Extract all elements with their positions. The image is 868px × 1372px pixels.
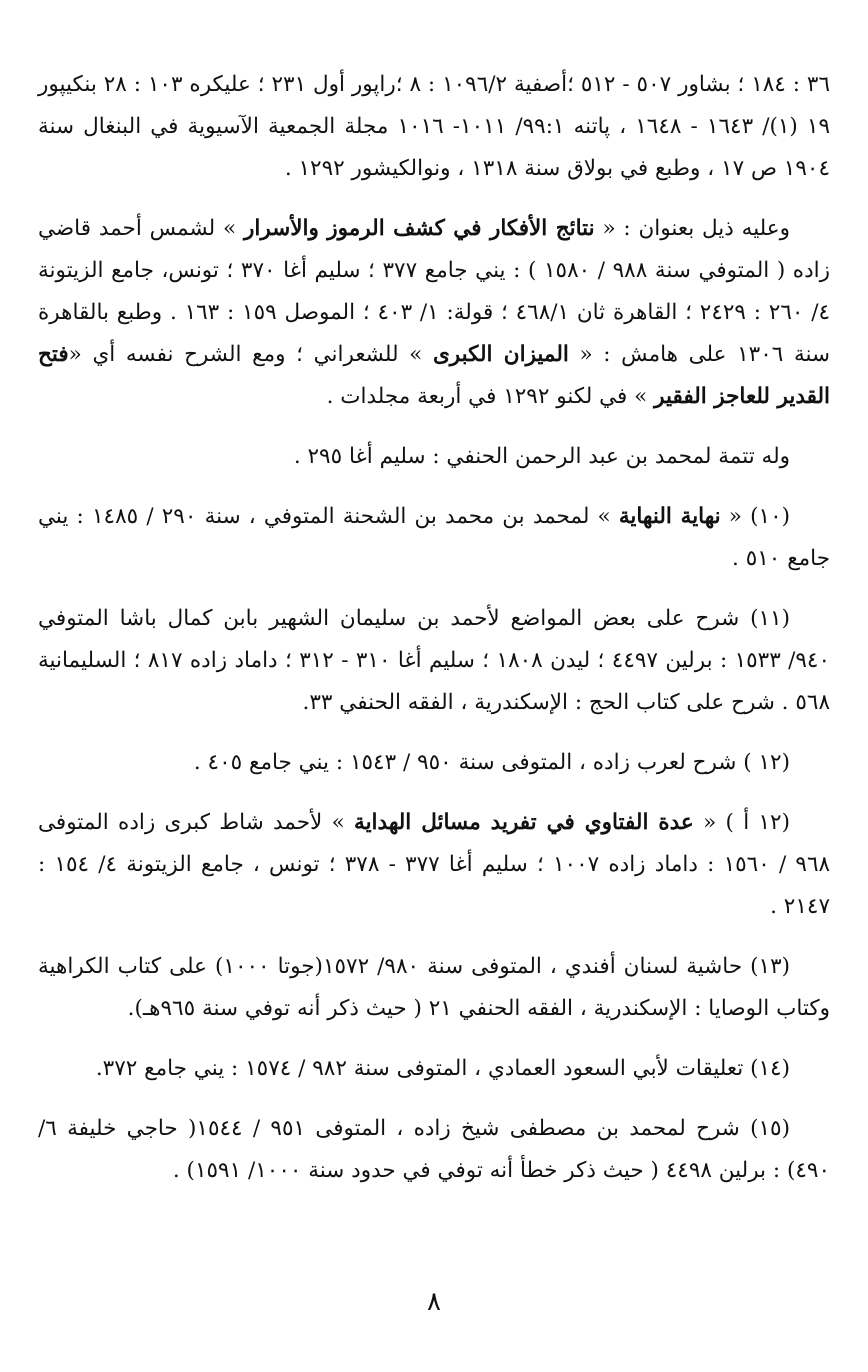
- book-title: عدة الفتاوي في تفريد مسائل الهداية: [354, 810, 694, 835]
- paragraph-text: » لأحمد شاط كبرى زاده المتوفى ٩٦٨ / ١٥٦٠ : داماد زاده ١٠٠٧ ؛ سليم أغا ٣٧٧ - ٣٧٨ ؛ تونس ، جامع الزيتونة ٤/ ١٥٤ : ٢١٤٧ .: [38, 810, 831, 919]
- paragraph-text: » لشمس أحمد قاضي زاده ( المتوفي سنة ٩٨٨ / ١٥٨٠ ) : يني جامع ٣٧٧ ؛ سليم أغا ٣٧٠ ؛ تونس، جامع الزيتونة ٤/ ٢٦٠ : ٢٤٢٩ ؛ القاهرة ثان ٤٦٨/١ ؛ قولة: ١/ ٤٠٣ ؛ الموصل ١٥٩ : ١٦٣ . وطبع بالقاهرة سنة ١٣٠٦ على هامش : «: [38, 216, 831, 367]
- paragraph-text: (١١) شرح على بعض المواضع لأحمد بن سليمان الشهير بابن كمال باشا المتوفي ٩٤٠/ ١٥٣٣ : برلين ٤٤٩٧ ؛ ليدن ١٨٠٨ ؛ سليم أغا ٣١٠ - ٣١٢ ؛ داماد زاده ٨١٧ ؛ السليمانية ٥٦٨ . شرح على كتاب الحج : الإسكندرية ، الفقه الحنفي ٣٣.: [38, 606, 831, 715]
- paragraph-text: » لمحمد بن محمد بن الشحنة المتوفي ، سنة ٢٩٠ / ١٤٨٥ : يني جامع ٥١٠ .: [38, 504, 830, 571]
- book-title: نتائج الأفكار في كشف الرموز والأسرار: [243, 216, 595, 241]
- paragraph-p10: [38, 1108, 830, 1192]
- paragraph-text: » في لكنو ١٢٩٢ في أربعة مجلدات .: [326, 384, 655, 409]
- paragraph-text: ٣٦ : ١٨٤ ؛ بشاور ٥٠٧ - ٥١٢ ؛أصفية ١٠٩٦/٢ : ٨ ؛راپور أول ٢٣١ ؛ عليكره ١٠٣ : ٢٨ بنكيپور ١٩ (١)/ ١٦٤٣ - ١٦٤٨ ، پاتنه ٩٩:١/ ١٠١١- ١٠١٦ مجلة الجمعية الآسيوية في البنغال سنة ١٩٠٤ ص ١٧ ، وطبع في بولاق سنة ١٣١٨ ، ونوالكيشور ١٢٩٢ .: [38, 72, 831, 181]
- page-number: ٨: [427, 1287, 441, 1317]
- paragraph-text: (١٢ أ ) «: [693, 810, 790, 835]
- document-page: [38, 64, 830, 1210]
- paragraph-text: (١٠) «: [720, 504, 791, 529]
- paragraph-text: وله تتمة لمحمد بن عبد الرحمن الحنفي : سليم أغا ٢٩٥ .: [293, 444, 790, 469]
- paragraph-p8: [38, 946, 830, 1030]
- paragraph-text: (١٥) شرح لمحمد بن مصطفى شيخ زاده ، المتوفى ٩٥١ / ١٥٤٤( حاجي خليفة ٦/ ٤٩٠) : برلين ٤٤٩٨ ( حيث ذكر خطأ أنه توفي في حدود سنة ١٠٠٠/ ١٥٩١) .: [38, 1116, 830, 1183]
- paragraph-p5: [38, 598, 830, 724]
- paragraph-p4: [38, 496, 830, 580]
- paragraph-p9: [38, 1048, 830, 1090]
- paragraph-text: (١٤) تعليقات لأبي السعود العمادي ، المتوفى سنة ٩٨٢ / ١٥٧٤ : يني جامع ٣٧٢.: [95, 1056, 790, 1081]
- paragraph-text: » للشعراني ؛ ومع الشرح نفسه أي «: [68, 342, 433, 367]
- paragraph-p1: [38, 64, 830, 190]
- book-title: فتح القدير للعاجز الفقير: [38, 342, 830, 409]
- book-title: الميزان الكبرى: [432, 342, 569, 367]
- paragraph-p6: [38, 742, 830, 784]
- paragraph-text: (١٣) حاشية لسنان أفندي ، المتوفى سنة ٩٨٠/ ١٥٧٢(جوتا ١٠٠٠) على كتاب الكراهية وكتاب الوصايا : الإسكندرية ، الفقه الحنفي ٢١ ( حيث ذكر أنه توفي سنة ٩٦٥هـ).: [38, 954, 830, 1021]
- paragraph-p7: [38, 802, 830, 928]
- paragraph-text: (١٢ ) شرح لعرب زاده ، المتوفى سنة ٩٥٠ / ١٥٤٣ : يني جامع ٤٠٥ .: [193, 750, 790, 775]
- paragraph-p3: [38, 436, 830, 478]
- book-title: نهاية النهاية: [618, 504, 721, 529]
- paragraph-text: وعليه ذيل بعنوان : «: [594, 216, 791, 241]
- paragraph-p2: [38, 208, 830, 418]
